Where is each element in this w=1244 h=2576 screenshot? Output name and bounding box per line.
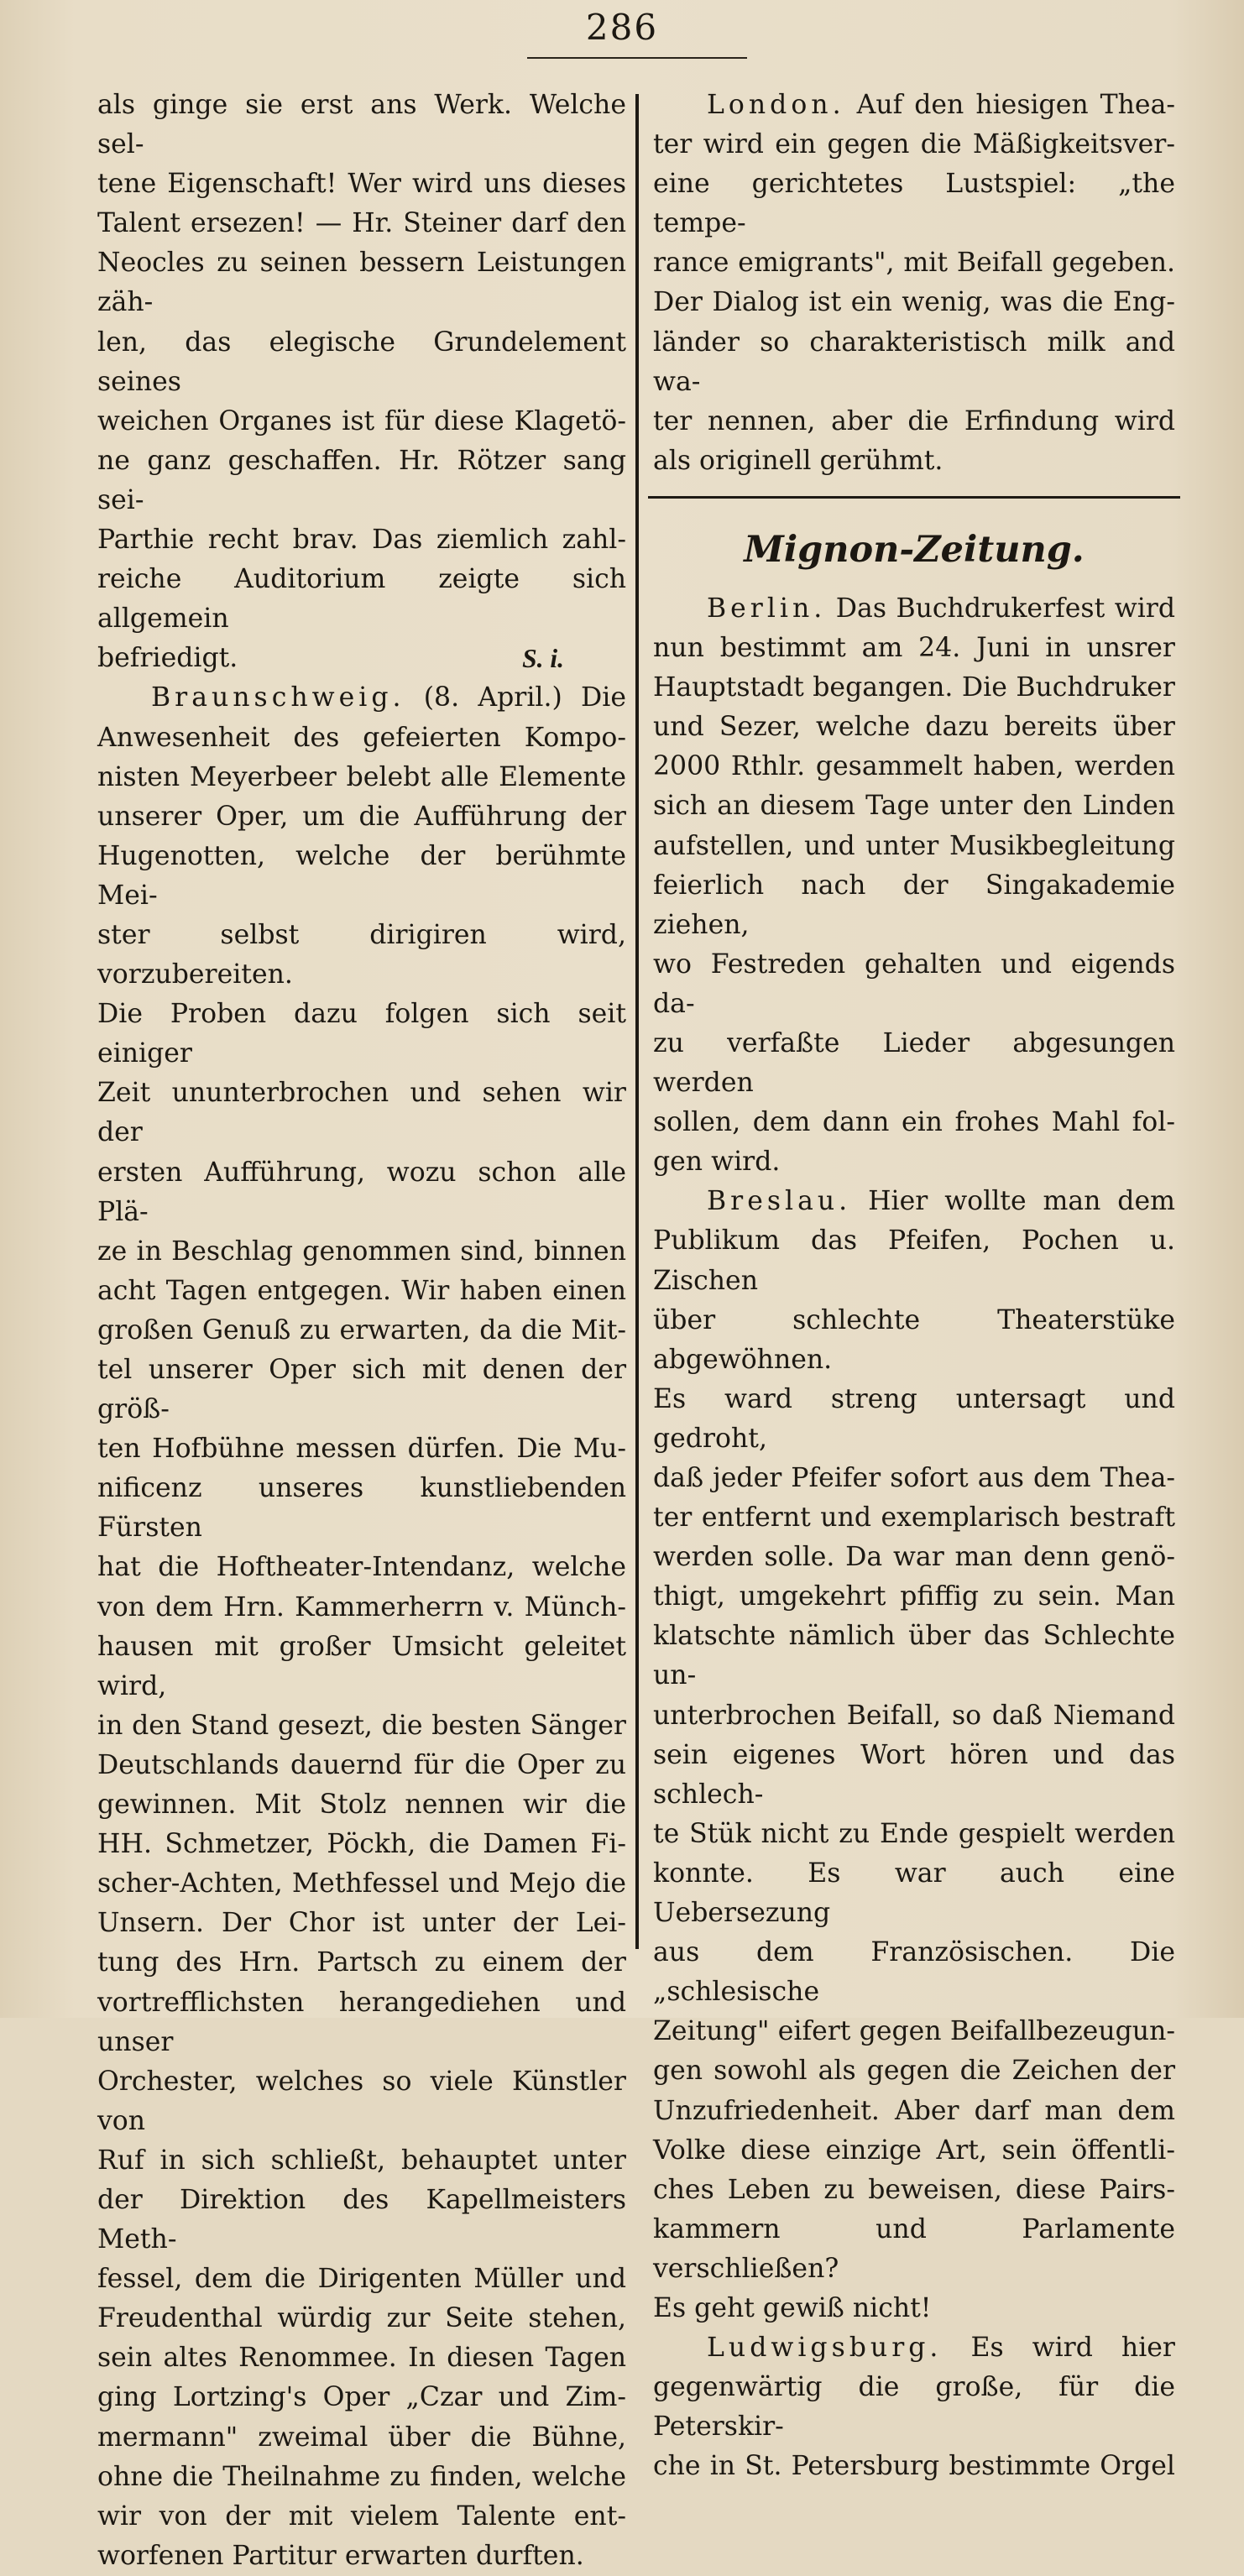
article-text-line: ches Leben zu beweisen, diese Pairs- (653, 2174, 1175, 2205)
article-text-line: tung des Hrn. Partsch zu einem der (97, 1947, 626, 1978)
article-text-line: in den Stand gesezt, die besten Sänger (97, 1710, 626, 1741)
article-text-line: nificenz unseres kunstliebenden Fürsten (97, 1473, 626, 1544)
article-text-line: unterbrochen Beifall, so daß Niemand (653, 1700, 1175, 1731)
article-text-line: wir von der mit vielem Talente ent- (97, 2500, 626, 2532)
article-text-line: rance emigrants", mit Beifall gegeben. (653, 248, 1175, 279)
dateline-rest: Das Buchdrukerfest wird (826, 593, 1175, 624)
article-text-line (97, 639, 626, 678)
dateline-london: London. (707, 90, 845, 120)
article-text-line: werden solle. Da war man denn genö- (653, 1542, 1175, 1573)
article-text-line: Deutschlands dauernd für die Oper zu (97, 1749, 626, 1780)
article-text-line: sein altes Renommee. In diesen Tagen (97, 2343, 626, 2374)
article-text-line: Zeitung" eifert gegen Beifallbezeugun- (653, 2016, 1175, 2047)
article-text-line: worfenen Partitur erwarten durften. (97, 2540, 584, 2571)
article-text-line: ersten Aufführung, wozu schon alle Plä- (97, 1157, 626, 1227)
article-text-line: klatschte nämlich über das Schlechte un- (653, 1621, 1175, 1691)
article-text-line: 2000 Rthlr. gesammelt haben, werden (653, 751, 1175, 782)
article-text-line: gegenwärtig die große, für die Peterskir- (653, 2372, 1175, 2443)
article-text-line: sollen, dem dann ein frohes Mahl fol- (653, 1107, 1175, 1138)
article-text-line (653, 86, 1175, 125)
dateline-berlin: Berlin. (707, 593, 827, 624)
article-text-line: thigt, umgekehrt pfiffig zu sein. Man (653, 1581, 1175, 1612)
article-text-line: Freudenthal würdig zur Seite stehen, (97, 2303, 626, 2334)
article-text-line: te Stük nicht zu Ende gespielt werden (653, 1818, 1175, 1849)
article-text-line: Unsern. Der Chor ist unter der Lei- (97, 1908, 626, 1939)
section-title: Mignon-Zeitung. (744, 528, 1085, 571)
article-text-line: und Sezer, welche dazu bereits über (653, 712, 1175, 743)
article-text-line: Talent ersezen! — Hr. Steiner darf den (97, 208, 626, 239)
article-text-line: Orchester, welches so viele Künstler von (97, 2066, 626, 2136)
article-text-line: hat die Hoftheater-Intendanz, welche (97, 1552, 626, 1583)
article-text-line (653, 2328, 1175, 2368)
page-number: 286 (585, 7, 659, 48)
article-text-line: Zeit ununterbrochen und sehen wir der (97, 1078, 626, 1148)
article-text-line: Es ward streng untersagt und gedroht, (653, 1383, 1175, 1454)
dateline-rest: Es wird hier (942, 2333, 1175, 2364)
article-text-line: fessel, dem die Dirigenten Müller und (97, 2264, 626, 2295)
article-text-line: HH. Schmetzer, Pöckh, die Damen Fi- (97, 1829, 626, 1860)
header-rule (527, 57, 747, 59)
article-text-line: aus dem Französischen. Die „schlesische (653, 1937, 1175, 2008)
dateline-rest: Auf den hiesigen Thea- (844, 90, 1175, 120)
article-text-line: sich an diesem Tage unter den Linden (653, 791, 1175, 822)
article-text-line: als ginge sie erst ans Werk. Welche sel- (97, 90, 626, 160)
article-text-line: unserer Oper, um die Aufführung der (97, 801, 626, 832)
article-text-line: Anwesenheit des gefeierten Kompo- (97, 722, 626, 753)
article-text-line: ging Lortzing's Oper „Czar und Zim- (97, 2382, 626, 2413)
dateline-ludwigsburg: Ludwigsburg. (707, 2333, 943, 2364)
author-signature: S. i. (522, 644, 564, 674)
article-text-line: che in St. Petersburg bestimmte Orgel (653, 2451, 1175, 2482)
article-text-line: nisten Meyerbeer belebt alle Elemente (97, 761, 626, 792)
article-text-line: acht Tagen entgegen. Wir haben einen (97, 1275, 626, 1306)
dateline-breslau: Breslau. (707, 1186, 852, 1217)
article-text-line: ten Hofbühne messen dürfen. Die Mu- (97, 1434, 626, 1465)
article-text-line: Hugenotten, welche der berühmte Mei- (97, 840, 626, 911)
article-text-line: der Direktion des Kapellmeisters Meth- (97, 2184, 626, 2255)
article-text-line: reiche Auditorium zeigte sich allgemein (97, 564, 626, 635)
article-text-line: großen Genuß zu erwarten, da die Mit- (97, 1314, 626, 1345)
article-text-line: ster selbst dirigiren wird, vorzubereiten. (97, 919, 626, 990)
paragraph-end: befriedigt. (97, 643, 238, 674)
article-text-line: Es geht gewiß nicht! (653, 2292, 932, 2323)
column-divider (635, 94, 639, 1949)
article-text-line: Hauptstadt begangen. Die Buchdruker (653, 672, 1175, 703)
article-text-line: mermann" zweimal über die Bühne, (97, 2422, 626, 2453)
article-text-line: zu verfaßte Lieder abgesungen werden (653, 1027, 1175, 1099)
article-text-line: Volke diese einzige Art, sein öffentli- (653, 2134, 1175, 2166)
dateline-rest: (8. April.) Die (405, 682, 626, 713)
article-text-line: ze in Beschlag genommen sind, binnen (97, 1236, 626, 1267)
article-text-line (97, 678, 626, 718)
article-text-line: Publikum das Pfeifen, Pochen u. Zischen (653, 1225, 1175, 1296)
article-text-line: Unzufriedenheit. Aber darf man dem (653, 2095, 1175, 2126)
article-text-line: feierlich nach der Singakademie ziehen, (653, 870, 1175, 940)
article-text-line: Die Proben dazu folgen sich seit einiger (97, 999, 626, 1069)
article-text-line: ne ganz geschaffen. Hr. Rötzer sang sei- (97, 445, 626, 515)
article-text-line: daß jeder Pfeifer sofort aus dem Thea- (653, 1463, 1175, 1493)
article-text-line: tel unserer Oper sich mit denen der größ- (97, 1355, 626, 1425)
article-text-line: gen sowohl als gegen die Zeichen der (653, 2056, 1175, 2087)
article-text-line: hausen mit großer Umsicht geleitet wird, (97, 1631, 626, 1701)
article-text-line: tene Eigenschaft! Wer wird uns dieses (97, 169, 626, 200)
dateline-braunschweig: Braunschweig. (151, 682, 405, 713)
article-text-line: gen wird. (653, 1147, 781, 1178)
article-text-line: eine gerichtetes Lustspiel: „the tempe- (653, 169, 1175, 239)
article-text-line: Der Dialog ist ein wenig, was die Eng- (653, 287, 1175, 318)
article-text-line: gewinnen. Mit Stolz nennen wir die (97, 1790, 626, 1821)
article-text-line: ter nennen, aber die Erfindung wird (653, 405, 1175, 436)
article-text-line: kammern und Parlamente verschließen? (653, 2213, 1175, 2284)
article-text-line: von dem Hrn. Kammerherrn v. Münch- (97, 1591, 626, 1622)
article-text-line: ter entfernt und exemplarisch bestraft (653, 1502, 1175, 1534)
article-text-line: nun bestimmt am 24. Juni in unsrer (653, 633, 1175, 664)
article-text-line: Ruf in sich schließt, behauptet unter (97, 2145, 626, 2176)
left-column (97, 86, 626, 2576)
dateline-rest: Hier wollte man dem (851, 1186, 1175, 1217)
article-text-line: länder so charakteristisch milk and wa- (653, 327, 1175, 397)
article-text-line: wo Festreden gehalten und eigends da- (653, 948, 1175, 1019)
article-text-line: Parthie recht brav. Das ziemlich zahl- (97, 525, 626, 556)
section-divider-rule (648, 496, 1180, 499)
article-text-line (653, 589, 1175, 629)
article-text-line: scher-Achten, Methfessel und Mejo die (97, 1868, 626, 1899)
article-text-line: konnte. Es war auch eine Uebersezung (653, 1858, 1175, 1929)
article-text-line (653, 1182, 1175, 1221)
article-text-line: sein eigenes Wort hören und das schlech- (653, 1739, 1175, 1810)
article-text-line: über schlechte Theaterstüke abgewöhnen. (653, 1304, 1175, 1375)
article-text-line: Neocles zu seinen bessern Leistungen zäh- (97, 248, 626, 318)
article-text-line: als originell gerühmt. (653, 445, 943, 476)
right-column (653, 86, 1175, 2486)
article-text-line: weichen Organes ist für diese Klagetö- (97, 405, 626, 436)
article-text-line: vortrefflichsten herangediehen und unser (97, 1987, 626, 2057)
article-text-line: len, das elegische Grundelement seines (97, 327, 626, 397)
article-text-line: ohne die Theilnahme zu finden, welche (97, 2461, 626, 2492)
article-text-line: aufstellen, und unter Musikbegleitung (653, 830, 1175, 861)
article-text-line: ter wird ein gegen die Mäßigkeitsver- (653, 129, 1175, 160)
